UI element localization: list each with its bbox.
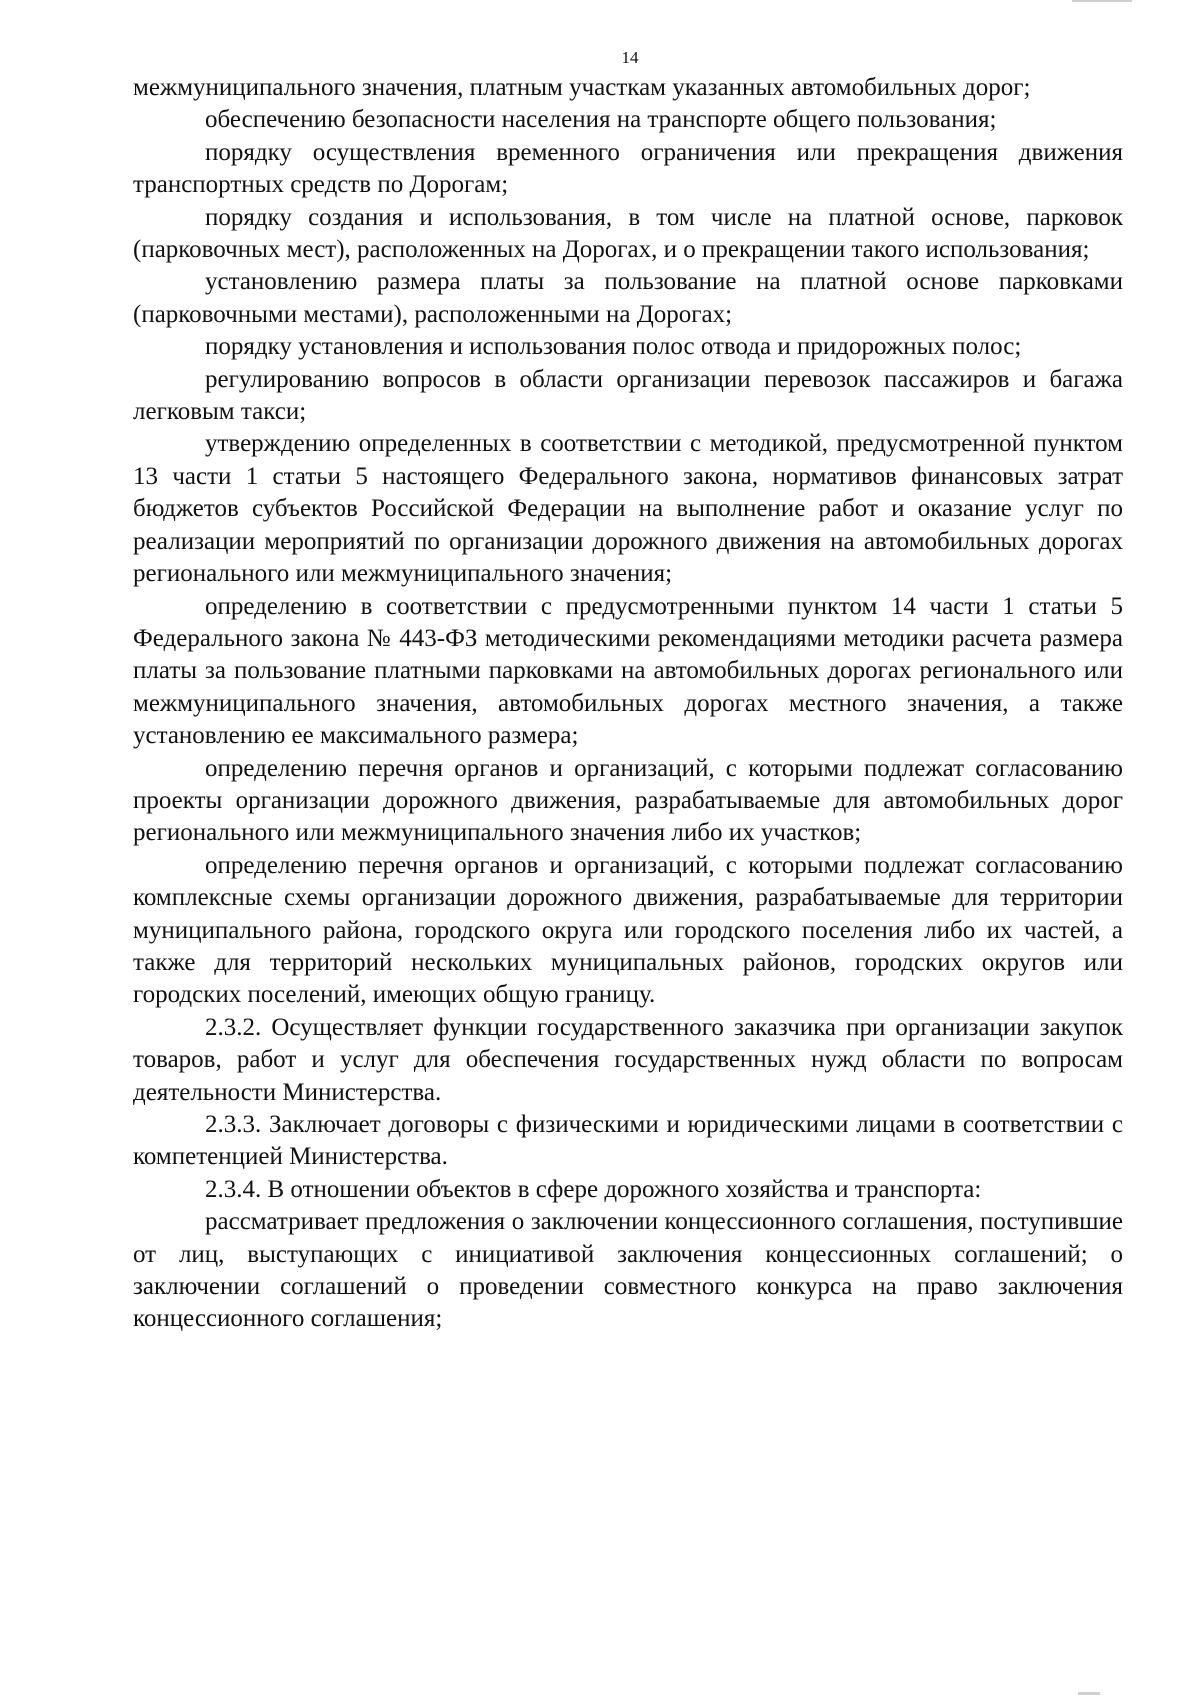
document-body [133,72,1123,1336]
paragraph: порядку создания и использования, в том числе на платной основе, парковок (парковочных мест), расположенных на Дорогах, и о прекращении такого использования; [133,203,1123,264]
paragraph: утверждению определенных в соответствии с методикой, предусмотренной пунктом 13 части 1 статьи 5 настоящего Федерального закона, нормативов финансовых затрат бюджетов субъектов Российской Федерации на выполнение работ и оказание услуг по реализации мероприятий по организации дорожного движения на автомобильных дорогах регионального или межмуниципального значения; [133,430,1123,588]
paragraph: определению перечня органов и организаций, с которыми подлежат согласованию проекты организации дорожного движения, разрабатываемые для автомобильных дорог регионального или межмуниципального значения либо их участков; [133,754,1123,847]
paragraph: установлению размера платы за пользование на платной основе парковками (парковочными местами), расположенными на Дорогах; [133,268,1123,328]
clause-2-3-2: 2.3.2. Осуществляет функции государственного заказчика при организации закупок товаров, работ и услуг для обеспечения государственных нужд области по вопросам деятельности Министерства. [133,1013,1123,1106]
clause-2-3-4: 2.3.4. В отношении объектов в сфере дорожного хозяйства и транспорта: [205,1175,982,1203]
paragraph: порядку осуществления временного ограничения или прекращения движения транспортных средств по Дорогам; [133,138,1123,199]
paragraph-continuation: межмуниципального значения, платным участкам указанных автомобильных дорог; [133,74,1031,101]
paragraph: определению перечня органов и организаций, с которыми подлежат согласованию комплексные схемы организации дорожного движения, разрабатываемые для территории муниципального района, городского округа или городского поселения либо их частей, а также для территорий нескольких муниципальных районов, городских округов или городских поселений, имеющих общую границу. [133,851,1123,1009]
scan-artifact-bottom-right [1078,1692,1100,1695]
paragraph: обеспечению безопасности населения на транспорте общего пользования; [205,106,997,134]
paragraph: регулированию вопросов в области организации перевозок пассажиров и багажа легковым такси; [133,365,1123,426]
paragraph: порядку установления и использования полос отвода и придорожных полос; [205,333,1022,361]
scan-artifact-top-right [1072,0,1132,2]
clause-2-3-3: 2.3.3. Заключает договоры с физическими и юридическими лицами в соответствии с компетенцией Министерства. [133,1111,1123,1171]
page-number: 14 [621,48,639,67]
paragraph: рассматривает предложения о заключении концессионного соглашения, поступившие от лиц, выступающих с инициативой заключения концессионных соглашений; о заключении соглашений о проведении совместного конкурса на право заключения концессионного соглашения; [133,1208,1123,1333]
paragraph: определению в соответствии с предусмотренными пунктом 14 части 1 статьи 5 Федерального закона № 443-ФЗ методическими рекомендациями методики расчета размера платы за пользование платными парковками на автомобильных дорогах регионального или межмуниципального значения, автомобильных дорогах местного значения, а также установлению ее максимального размера; [133,592,1123,750]
